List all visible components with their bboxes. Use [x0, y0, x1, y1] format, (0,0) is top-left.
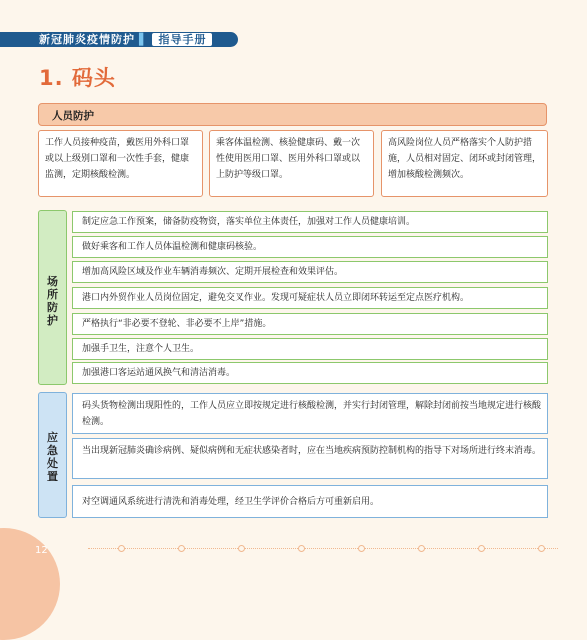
site-prevention-label-char: 所 — [47, 288, 58, 301]
footer-decorative-line — [88, 548, 558, 549]
footer-decorative-dot — [418, 545, 425, 552]
footer-decorative-dot — [358, 545, 365, 552]
footer-decorative-dot — [238, 545, 245, 552]
site-prevention-row: 加强港口客运站通风换气和清洁消毒。 — [72, 362, 548, 384]
site-prevention-row: 加强手卫生，注意个人卫生。 — [72, 338, 548, 360]
personnel-protection-header — [38, 103, 547, 126]
footer-decorative-dot — [118, 545, 125, 552]
site-prevention-row: 港口内外贸作业人员岗位固定，避免交叉作业。发现可疑症状人员立即闭环转运至定点医疗机构。 — [72, 287, 548, 309]
site-prevention-row: 增加高风险区域及作业车辆消毒频次、定期开展检查和效果评估。 — [72, 261, 548, 283]
handbook-title: 新冠肺炎疫情防护 — [39, 33, 135, 46]
footer-decorative-dot — [178, 545, 185, 552]
footer-decorative-dot — [478, 545, 485, 552]
emergency-row: 对空调通风系统进行清洗和消毒处理，经卫生学评价合格后方可重新启用。 — [72, 485, 548, 518]
site-prevention-row: 制定应急工作预案，储备防疫物资，落实单位主体责任，加强对工作人员健康培训。 — [72, 211, 548, 233]
emergency-row: 码头货物检测出现阳性的，工作人员应立即按规定进行核酸检测，并实行封闭管理，解除封闭前按当地规定进行核酸检测。 — [72, 393, 548, 434]
emergency-label-char: 置 — [47, 470, 58, 483]
footer-decorative-dot — [298, 545, 305, 552]
emergency-response-label-box — [38, 392, 67, 518]
personnel-box-high-risk: 高风险岗位人员严格落实个人防护措施，人员相对固定、闭环或封闭管理，增加核酸检测频次。 — [381, 130, 548, 197]
site-prevention-row: 做好乘客和工作人员体温检测和健康码核验。 — [72, 236, 548, 258]
personnel-box-staff: 工作人员接种疫苗，戴医用外科口罩或以上级别口罩和一次性手套，健康监测，定期核酸检测。 — [38, 130, 203, 197]
footer-decorative-dot — [538, 545, 545, 552]
site-prevention-label-box — [38, 210, 67, 385]
header-title — [39, 32, 212, 47]
personnel-box-passengers: 乘客体温检测、核验健康码、戴一次性使用医用口罩、医用外科口罩或以上防护等级口罩。 — [209, 130, 374, 197]
site-prevention-label-char: 护 — [47, 314, 58, 327]
site-prevention-row: 严格执行“非必要不登轮、非必要不上岸”措施。 — [72, 313, 548, 335]
page-number-circle — [0, 528, 60, 640]
site-prevention-label-char: 防 — [47, 301, 58, 314]
personnel-protection-heading: 人员防护 — [52, 110, 94, 122]
site-prevention-label-char: 场 — [47, 275, 58, 288]
emergency-row: 当出现新冠肺炎确诊病例、疑似病例和无症状感染者时，应在当地疾病预防控制机构的指导下对场所进行终末消毒。 — [72, 438, 548, 479]
section-title: 1. 码头 — [39, 66, 116, 90]
emergency-label-char: 急 — [47, 444, 58, 457]
emergency-label-char: 应 — [47, 431, 58, 444]
handbook-subtitle: 指导手册 — [152, 33, 212, 46]
emergency-label-char: 处 — [47, 457, 58, 470]
page-number: 12 — [35, 545, 48, 556]
title-separator: ▌ — [139, 33, 149, 46]
